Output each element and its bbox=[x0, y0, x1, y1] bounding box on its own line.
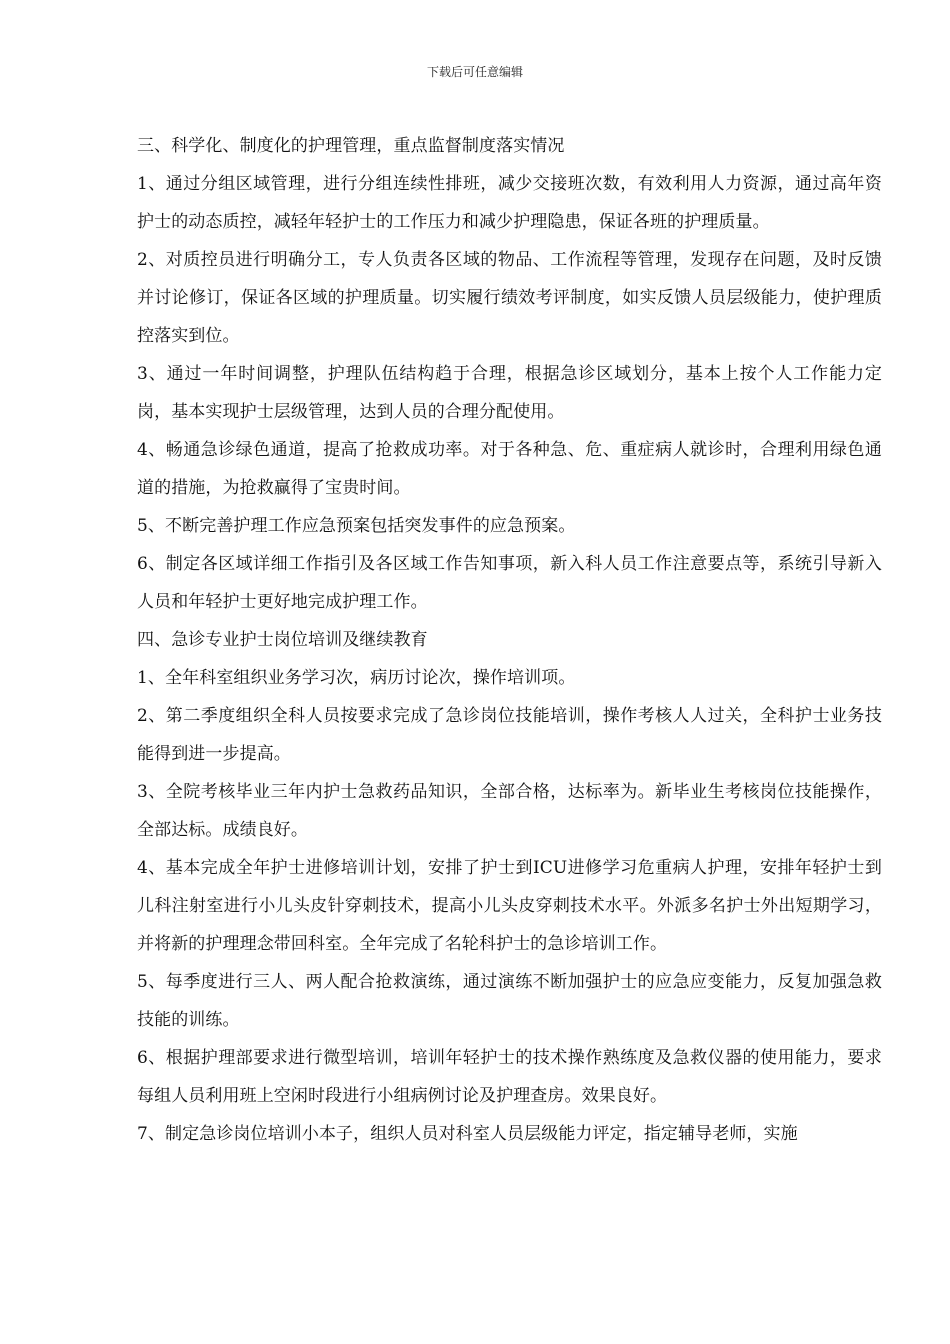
paragraph-4-7: 7、制定急诊岗位培训小本子，组织人员对科室人员层级能力评定，指定辅导老师，实施 bbox=[137, 1124, 798, 1144]
paragraph-4-6: 6、根据护理部要求进行微型培训，培训年轻护士的技术操作熟练度及急救仪器的使用能力，要求每组人员利用班上空闲时段进行小组病例讨论及护理查房。效果良好。 bbox=[137, 1048, 882, 1106]
paragraph-4-3: 3、全院考核毕业三年内护士急救药品知识，全部合格，达标率为。新毕业生考核岗位技能操作，全部达标。成绩良好。 bbox=[137, 782, 882, 840]
document-body bbox=[137, 127, 882, 1153]
paragraph-3-1: 1、通过分组区域管理，进行分组连续性排班，减少交接班次数，有效利用人力资源，通过高年资护士的动态质控，减轻年轻护士的工作压力和减少护理隐患，保证各班的护理质量。 bbox=[137, 174, 882, 232]
section-heading-3: 三、科学化、制度化的护理管理，重点监督制度落实情况 bbox=[137, 136, 565, 156]
paragraph-3-5: 5、不断完善护理工作应急预案包括突发事件的应急预案。 bbox=[137, 516, 576, 536]
paragraph-4-2: 2、第二季度组织全科人员按要求完成了急诊岗位技能培训，操作考核人人过关，全科护士业务技能得到进一步提高。 bbox=[137, 706, 882, 764]
paragraph-3-6: 6、制定各区域详细工作指引及各区域工作告知事项，新入科人员工作注意要点等，系统引导新入人员和年轻护士更好地完成护理工作。 bbox=[137, 554, 882, 612]
paragraph-3-3: 3、通过一年时间调整，护理队伍结构趋于合理，根据急诊区域划分，基本上按个人工作能力定岗，基本实现护士层级管理，达到人员的合理分配使用。 bbox=[137, 364, 882, 422]
page-header: 下载后可任意编辑 bbox=[426, 65, 523, 79]
paragraph-4-4: 4、基本完成全年护士进修培训计划，安排了护士到ICU进修学习危重病人护理，安排年轻护士到儿科注射室进行小儿头皮针穿刺技术，提高小儿头皮穿刺技术水平。外派多名护士外出短期学习，并将新的护理理念带回科室。全年完成了名轮科护士的急诊培训工作。 bbox=[137, 858, 882, 954]
paragraph-4-5: 5、每季度进行三人、两人配合抢救演练，通过演练不断加强护士的应急应变能力，反复加强急救技能的训练。 bbox=[137, 972, 882, 1030]
section-heading-4: 四、急诊专业护士岗位培训及继续教育 bbox=[137, 630, 428, 650]
paragraph-4-1: 1、全年科室组织业务学习次，病历讨论次，操作培训项。 bbox=[137, 668, 576, 688]
paragraph-3-4: 4、畅通急诊绿色通道，提高了抢救成功率。对于各种急、危、重症病人就诊时，合理利用绿色通道的措施，为抢救赢得了宝贵时间。 bbox=[137, 440, 882, 498]
paragraph-3-2: 2、对质控员进行明确分工，专人负责各区域的物品、工作流程等管理，发现存在问题，及时反馈并讨论修订，保证各区域的护理质量。切实履行绩效考评制度，如实反馈人员层级能力，使护理质控落实到位。 bbox=[137, 250, 882, 346]
